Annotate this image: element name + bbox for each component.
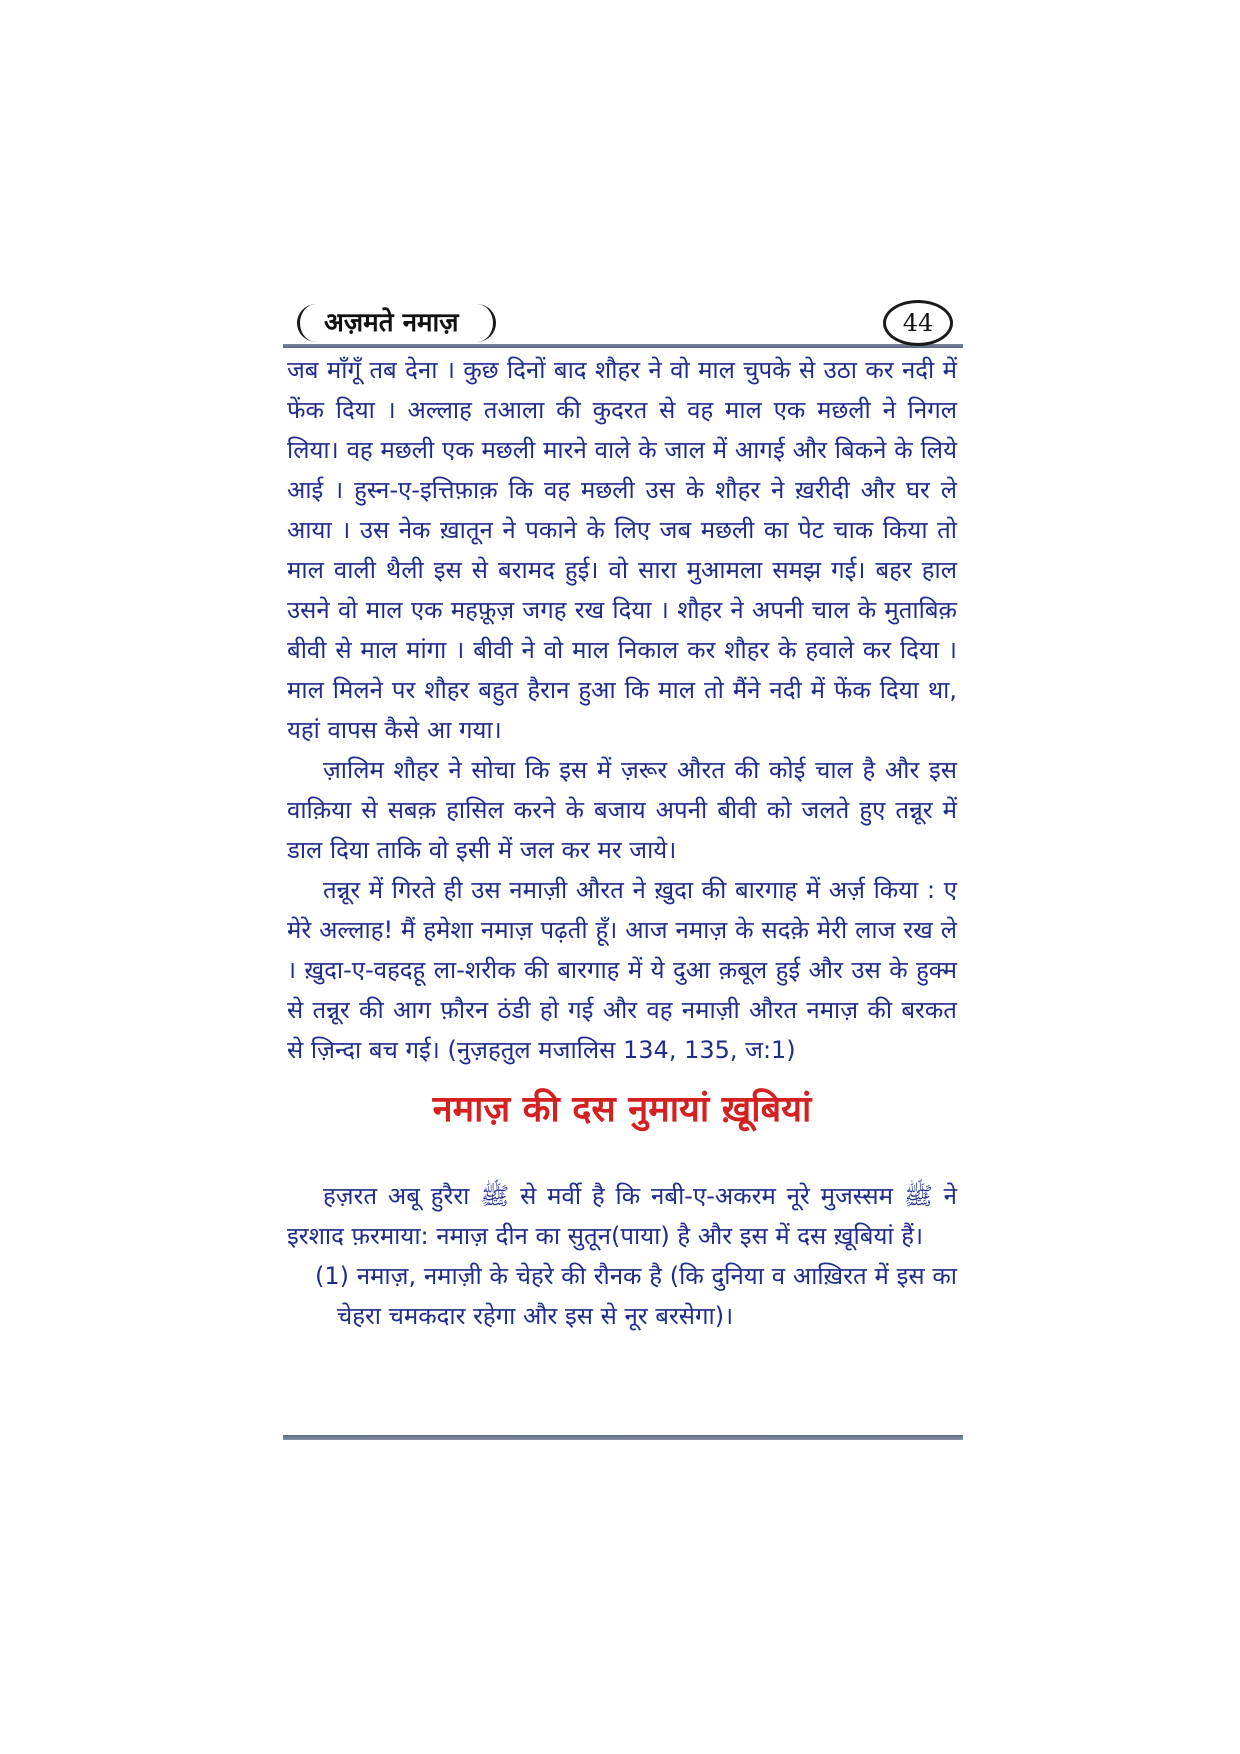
paragraph-1: जब माँगूँ तब देना । कुछ दिनों बाद शौहर ने वो माल चुपके से उठा कर नदी में फेंक दिया । अल्लाह तआला की कुदरत से वह माल एक मछली ने निगल लिया। वह मछली एक मछली मारने वाले के जाल में आगई और बिकने के लिये आई । हुस्न-ए-इत्तिफ़ाक़ कि वह मछली उस के शौहर ने ख़रीदी और घर ले आया । उस नेक ख़ातून ने पकाने के लिए जब मछली का पेट चाक किया तो माल वाली थैली इस से बरामद हुई। वो सारा मुआमला समझ गई। बहर हाल उसने वो माल एक महफ़ूज़ जगह रख दिया । शौहर ने अपनी चाल के मुताबिक़ बीवी से माल मांगा । बीवी ने वो माल निकाल कर शौहर के हवाले कर दिया । माल मिलने पर शौहर बहुत हैरान हुआ कि माल तो मैंने नदी में फेंक दिया था, यहां वापस कैसे आ गया। (287, 356, 957, 744)
section-heading: नमाज़ की दस नुमायां ख़ूबियां (432, 1089, 812, 1130)
page-header (283, 300, 963, 352)
book-title: अज़मते नमाज़ (297, 304, 496, 342)
list-item-1: (1) नमाज़, नमाज़ी के चेहरे की रौनक है (कि दुनिया व आख़िरत में इस का चेहरा चमकदार रहेगा और इस से नूर बरसेगा)। (315, 1262, 957, 1330)
header-rule (283, 344, 963, 348)
page-content (287, 350, 957, 1336)
footer-rule (283, 1435, 963, 1440)
paragraph-2: ज़ालिम शौहर ने सोचा कि इस में ज़रूर औरत की कोई चाल है और इस वाक़िया से सबक़ हासिल करने के बजाय अपनी बीवी को जलते हुए तन्नूर में डाल दिया ताकि वो इसी में जल कर मर जाये। (287, 756, 957, 864)
section-intro: हज़रत अबू हुरैरा ﷺ से मर्वी है कि नबी-ए-अकरम नूरे मुजस्सम ﷺ ने इरशाद फ़रमाया: नमाज़ दीन का सुतून(पाया) है और इस में दस ख़ूबियां हैं। (287, 1182, 958, 1250)
paragraph-3: तन्नूर में गिरते ही उस नमाज़ी औरत ने ख़ुदा की बारगाह में अर्ज़ किया : ए मेरे अल्लाह! मैं हमेशा नमाज़ पढ़ती हूँ। आज नमाज़ के सदक़े मेरी लाज रख ले । ख़ुदा-ए-वहदहू ला-शरीक की बारगाह में ये दुआ क़बूल हुई और उस के हुक्म से तन्नूर की आग फ़ौरन ठंडी हो गई और वह नमाज़ी औरत नमाज़ की बरकत से ज़िन्दा बच गई। (नुज़हतुल मजालिस 134, 135, ज:1) (287, 876, 957, 1064)
page-number: 44 (883, 300, 953, 346)
